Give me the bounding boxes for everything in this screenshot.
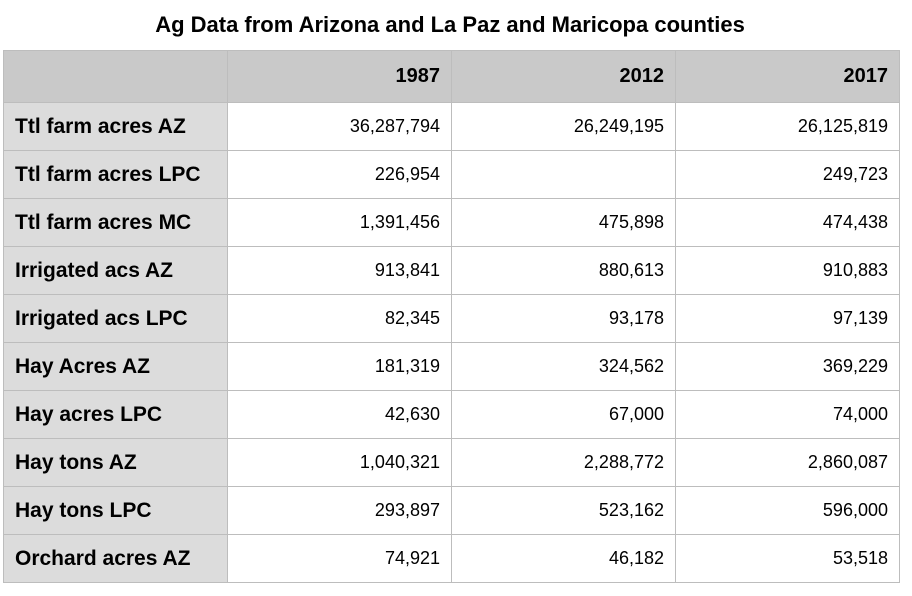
table-title: Ag Data from Arizona and La Paz and Maricopa counties xyxy=(155,12,745,37)
table-row xyxy=(4,295,900,343)
row-label-cell: Orchard acres AZ xyxy=(4,535,228,583)
value-cell-2017: 97,139 xyxy=(676,295,900,343)
header-year-1987: 1987 xyxy=(228,51,452,103)
table-row xyxy=(4,391,900,439)
value-cell-1987: 226,954 xyxy=(228,151,452,199)
table-row xyxy=(4,343,900,391)
value-cell-2012: 93,178 xyxy=(452,295,676,343)
value-cell-1987: 293,897 xyxy=(228,487,452,535)
row-label-cell: Hay tons LPC xyxy=(4,487,228,535)
value-cell-1987: 913,841 xyxy=(228,247,452,295)
table-row xyxy=(4,439,900,487)
value-cell-2012: 2,288,772 xyxy=(452,439,676,487)
value-cell-2017: 74,000 xyxy=(676,391,900,439)
row-label-cell: Hay acres LPC xyxy=(4,391,228,439)
value-cell-1987: 181,319 xyxy=(228,343,452,391)
row-label-cell: Ttl farm acres MC xyxy=(4,199,228,247)
value-cell-1987: 74,921 xyxy=(228,535,452,583)
value-cell-2012: 523,162 xyxy=(452,487,676,535)
value-cell-1987: 82,345 xyxy=(228,295,452,343)
value-cell-2017: 249,723 xyxy=(676,151,900,199)
value-cell-2017: 910,883 xyxy=(676,247,900,295)
table-row xyxy=(4,487,900,535)
row-label-cell: Hay tons AZ xyxy=(4,439,228,487)
row-label-cell: Hay Acres AZ xyxy=(4,343,228,391)
ag-data-table xyxy=(3,50,900,583)
table-body xyxy=(4,103,900,583)
row-label-cell: Ttl farm acres LPC xyxy=(4,151,228,199)
value-cell-2017: 2,860,087 xyxy=(676,439,900,487)
table-row xyxy=(4,103,900,151)
row-label-cell: Ttl farm acres AZ xyxy=(4,103,228,151)
value-cell-2017: 474,438 xyxy=(676,199,900,247)
header-corner-cell xyxy=(4,51,228,103)
value-cell-2012: 46,182 xyxy=(452,535,676,583)
table-row xyxy=(4,535,900,583)
value-cell-1987: 42,630 xyxy=(228,391,452,439)
row-label-cell: Irrigated acs AZ xyxy=(4,247,228,295)
header-year-2012: 2012 xyxy=(452,51,676,103)
header-year-2017: 2017 xyxy=(676,51,900,103)
value-cell-2012 xyxy=(452,151,676,199)
table-row xyxy=(4,199,900,247)
value-cell-2012: 880,613 xyxy=(452,247,676,295)
value-cell-2017: 596,000 xyxy=(676,487,900,535)
table-row xyxy=(4,247,900,295)
value-cell-2017: 369,229 xyxy=(676,343,900,391)
value-cell-2012: 324,562 xyxy=(452,343,676,391)
row-label-cell: Irrigated acs LPC xyxy=(4,295,228,343)
value-cell-2017: 26,125,819 xyxy=(676,103,900,151)
value-cell-2012: 67,000 xyxy=(452,391,676,439)
value-cell-1987: 1,391,456 xyxy=(228,199,452,247)
value-cell-2012: 475,898 xyxy=(452,199,676,247)
value-cell-1987: 36,287,794 xyxy=(228,103,452,151)
table-row xyxy=(4,151,900,199)
value-cell-1987: 1,040,321 xyxy=(228,439,452,487)
value-cell-2017: 53,518 xyxy=(676,535,900,583)
value-cell-2012: 26,249,195 xyxy=(452,103,676,151)
header-row xyxy=(4,51,900,103)
